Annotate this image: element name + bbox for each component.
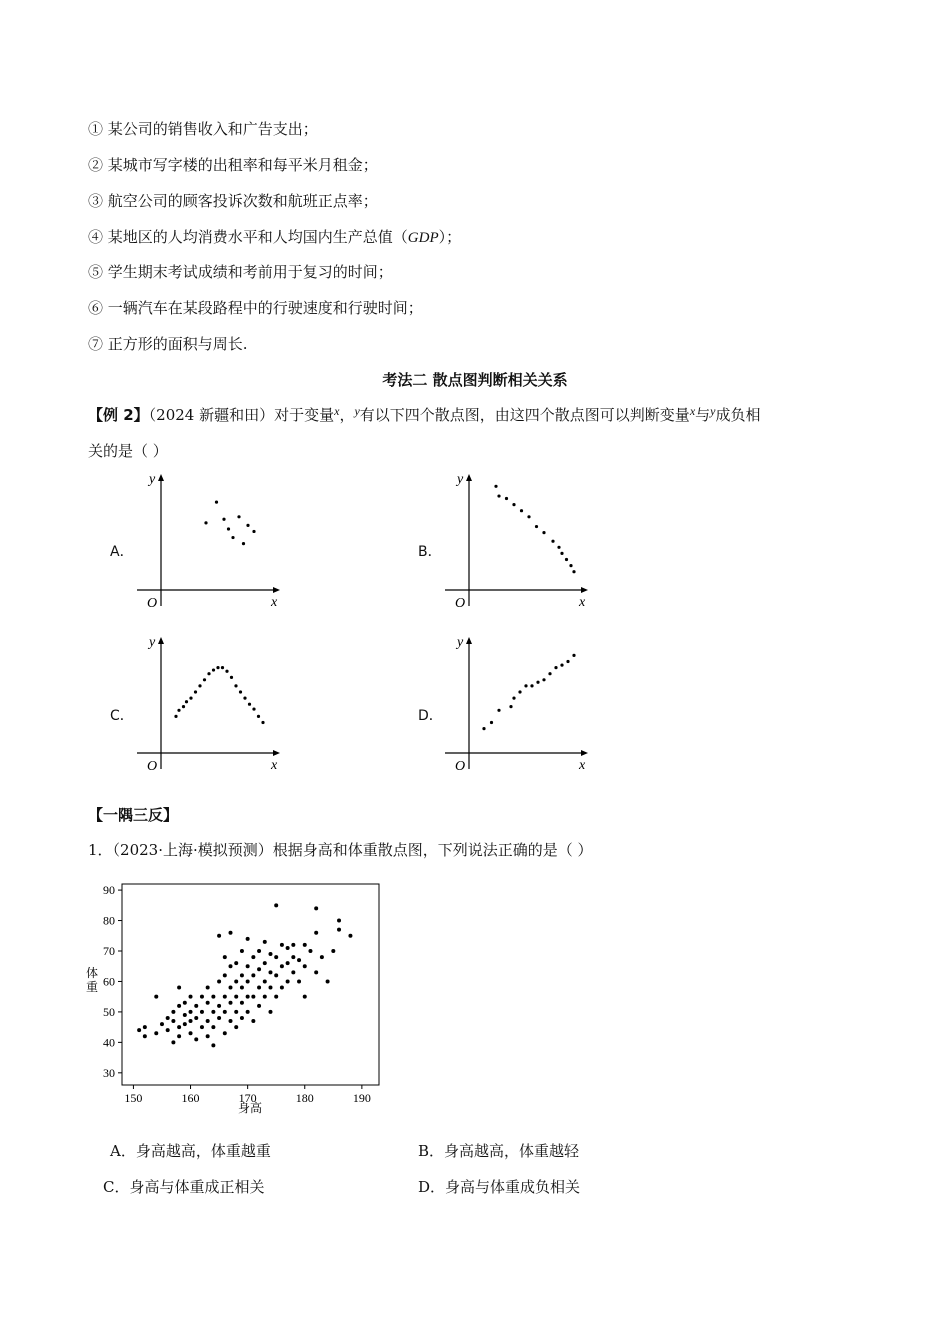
scatter-point [234, 961, 238, 965]
scatter-point [217, 1016, 221, 1020]
scatter-point [194, 1037, 198, 1041]
scatter-point [166, 1016, 170, 1020]
y-axis-label: y [457, 472, 464, 487]
scatter-point [217, 934, 221, 938]
scatter-point [231, 536, 234, 539]
scatter-point [137, 1028, 141, 1032]
scatter-point [257, 1004, 261, 1008]
scatter-point [207, 672, 210, 675]
y-tick-label: 50 [103, 1004, 115, 1019]
scatter-point [524, 684, 527, 687]
list-item: ⑦ 正方形的面积与周长. [88, 335, 248, 353]
scatter-point [512, 503, 515, 506]
scatter-point [268, 986, 272, 990]
option-d-label[interactable]: D． [418, 708, 443, 724]
scatter-point [217, 979, 221, 983]
scatter-point [494, 485, 497, 488]
y-axis-title: 体重 [86, 966, 99, 994]
scatter-point [251, 973, 255, 977]
scatter-point [200, 1025, 204, 1029]
scatter-point [243, 697, 246, 700]
scatter-point [171, 1010, 175, 1014]
scatter-point [286, 979, 290, 983]
scatter-point [263, 995, 267, 999]
scatter-point [177, 986, 181, 990]
scatter-point [177, 1004, 181, 1008]
scatter-point [551, 540, 554, 543]
x-tick-label: 150 [124, 1091, 143, 1105]
scatter-point [194, 1016, 198, 1020]
choice-a[interactable]: A．身高越高，体重越重 [110, 1142, 271, 1160]
scatter-point [291, 955, 295, 959]
scatter-point [229, 964, 233, 968]
scatter-point [203, 678, 206, 681]
scatter-point [240, 1016, 244, 1020]
scatter-point [482, 727, 485, 730]
scatter-point [237, 515, 240, 518]
choice-d[interactable]: D．身高与体重成负相关 [418, 1178, 581, 1196]
scatter-point [206, 1001, 210, 1005]
list-item: ⑥ 一辆汽车在某段路程中的行驶速度和行驶时间； [88, 299, 423, 317]
scatter-point [268, 1010, 272, 1014]
scatter-point [211, 995, 215, 999]
scatter-point [560, 552, 563, 555]
scatter-point [223, 1031, 227, 1035]
scatter-point [572, 570, 575, 573]
scatter-point [182, 705, 185, 708]
origin-label: O [455, 596, 466, 611]
list-item: ① 某公司的销售收入和广告支出； [88, 120, 318, 138]
y-axis-label: y [149, 472, 156, 487]
scatter-point [248, 703, 251, 706]
section-title: 考法二 散点图判断相关关系 [382, 371, 568, 389]
scatter-point [348, 934, 352, 938]
scatter-point [230, 676, 233, 679]
scatter-plot-c [130, 631, 290, 776]
scatter-point [166, 1028, 170, 1032]
scatter-point [505, 497, 508, 500]
scatter-point [566, 660, 569, 663]
list-item: ⑤ 学生期末考试成绩和考前用于复习的时间； [88, 263, 393, 281]
x-axis-label: x [271, 758, 278, 773]
option-c-label[interactable]: C． [110, 708, 134, 724]
scatter-point [183, 1013, 187, 1017]
scatter-point [257, 715, 260, 718]
scatter-point [189, 1010, 193, 1014]
scatter-point [183, 1001, 187, 1005]
scatter-point [171, 1019, 175, 1023]
scatter-point [527, 515, 530, 518]
scatter-point [234, 979, 238, 983]
y-tick-label: 80 [103, 913, 115, 928]
scatter-point [337, 919, 341, 923]
scatter-point [572, 654, 575, 657]
scatter-point [223, 955, 227, 959]
scatter-point [194, 1004, 198, 1008]
scatter-point [557, 546, 560, 549]
scatter-point [183, 1022, 187, 1026]
y-tick-label: 40 [103, 1035, 115, 1050]
scatter-point [280, 986, 284, 990]
scatter-point [291, 943, 295, 947]
scatter-point [337, 928, 341, 932]
scatter-point [160, 1022, 164, 1026]
scatter-point [143, 1034, 147, 1038]
scatter-point [221, 666, 224, 669]
gdp-term: GDP [407, 230, 439, 246]
scatter-point [554, 666, 557, 669]
scatter-point [548, 672, 551, 675]
scatter-point [263, 979, 267, 983]
scatter-point [234, 684, 237, 687]
scatter-point [542, 531, 545, 534]
scatter-point [261, 721, 264, 724]
scatter-point [189, 1019, 193, 1023]
x-axis-label: x [579, 758, 586, 773]
scatter-point [239, 690, 242, 693]
origin-label: O [147, 759, 158, 774]
scatter-point [154, 995, 158, 999]
scatter-point [512, 697, 515, 700]
example-question: 【例 2】（2024 新疆和田）对于变量$^x$，$^y$有以下四个散点图，由这四个散点图可以判断变量$^x$与$^y$成负相 [88, 404, 761, 424]
scatter-point [518, 690, 521, 693]
scatter-point [222, 518, 225, 521]
scatter-point [240, 1001, 244, 1005]
scatter-point [251, 995, 255, 999]
scatter-point [297, 958, 301, 962]
x-axis-label: x [271, 595, 278, 610]
scatter-point [185, 700, 188, 703]
scatter-point [211, 1043, 215, 1047]
y-tick-label: 30 [103, 1065, 115, 1080]
scatter-point [560, 664, 563, 667]
option-b-label[interactable]: B． [418, 544, 442, 560]
scatter-point [229, 986, 233, 990]
scatter-point [286, 946, 290, 950]
scatter-point [252, 707, 255, 710]
list-item: ④ 某地区的人均消费水平和人均国内生产总值（GDP）； [88, 228, 462, 246]
scatter-point [274, 903, 278, 907]
scatter-point [263, 940, 267, 944]
scatter-point [217, 1004, 221, 1008]
scatter-point [263, 961, 267, 965]
scatter-point [171, 1040, 175, 1044]
x-axis-title: 身高 [237, 1101, 263, 1115]
scatter-point [280, 964, 284, 968]
scatter-plot-a [130, 468, 290, 613]
scatter-point [234, 1025, 238, 1029]
scatter-point [246, 979, 250, 983]
example-question-line2: 关的是（ ） [88, 442, 168, 460]
scatter-point [200, 1010, 204, 1014]
scatter-point [200, 995, 204, 999]
scatter-point [257, 986, 261, 990]
scatter-point [229, 1019, 233, 1023]
origin-label: O [147, 596, 158, 611]
y-tick-label: 90 [103, 883, 115, 898]
scatter-point [303, 995, 307, 999]
scatter-point [246, 524, 249, 527]
list-item: ③ 航空公司的顾客投诉次数和航班正点率； [88, 192, 378, 210]
scatter-point [215, 501, 218, 504]
scatter-point [234, 1010, 238, 1014]
scatter-point [223, 1010, 227, 1014]
scatter-point [229, 1001, 233, 1005]
x-tick-label: 190 [352, 1091, 371, 1105]
scatter-point [240, 973, 244, 977]
choice-b[interactable]: B．身高越高，体重越轻 [418, 1142, 580, 1160]
scatter-point [240, 949, 244, 953]
scatter-point [314, 931, 318, 935]
scatter-point [490, 721, 493, 724]
scatter-point [331, 949, 335, 953]
scatter-point [308, 949, 312, 953]
scatter-point [274, 955, 278, 959]
scatter-point [569, 564, 572, 567]
scatter-point [291, 970, 295, 974]
y-tick-label: 70 [103, 944, 115, 958]
scatter-point [251, 1019, 255, 1023]
scatter-point [280, 943, 284, 947]
scatter-point [177, 709, 180, 712]
scatter-point [216, 666, 219, 669]
scatter-point [189, 697, 192, 700]
scatter-point [227, 527, 230, 530]
scatter-point [174, 715, 177, 718]
scatter-point [314, 970, 318, 974]
scatter-point [268, 952, 272, 956]
scatter-point [246, 937, 250, 941]
scatter-point [229, 931, 233, 935]
scatter-point [497, 494, 500, 497]
scatter-point [497, 709, 500, 712]
scatter-point [542, 678, 545, 681]
scatter-plot-b [438, 468, 598, 613]
scatter-point [326, 979, 330, 983]
scatter-point [303, 964, 307, 968]
scatter-point [268, 970, 272, 974]
scatter-point [297, 979, 301, 983]
scatter-point [314, 906, 318, 910]
scatter-point [143, 1025, 147, 1029]
choice-c[interactable]: C．身高与体重成正相关 [103, 1178, 265, 1196]
scatter-point [240, 986, 244, 990]
option-a-label[interactable]: A． [110, 544, 134, 560]
height-weight-scatter-chart [82, 876, 392, 1121]
scatter-point [204, 521, 207, 524]
scatter-point [177, 1034, 181, 1038]
y-tick-label: 60 [103, 974, 115, 989]
origin-label: O [455, 759, 466, 774]
scatter-point [257, 949, 261, 953]
example-tag: 【例 2】 [88, 406, 149, 424]
scatter-plot-d [438, 631, 598, 776]
scatter-point [535, 525, 538, 528]
scatter-point [223, 973, 227, 977]
scatter-point [189, 1031, 193, 1035]
scatter-point [194, 690, 197, 693]
scatter-point [252, 530, 255, 533]
y-axis-label: y [457, 635, 464, 650]
scatter-point [530, 684, 533, 687]
practice-tag: 【一隅三反】 [88, 806, 179, 824]
list-item: ② 某城市写字楼的出租率和每平米月租金； [88, 156, 378, 174]
x-tick-label: 180 [295, 1091, 314, 1105]
scatter-point [206, 1034, 210, 1038]
y-axis-label: y [149, 635, 156, 650]
scatter-point [189, 995, 193, 999]
x-tick-label: 160 [181, 1091, 200, 1105]
scatter-point [246, 995, 250, 999]
scatter-point [212, 668, 215, 671]
scatter-point [274, 973, 278, 977]
scatter-point [234, 995, 238, 999]
scatter-point [198, 684, 201, 687]
scatter-point [211, 1025, 215, 1029]
scatter-point [225, 670, 228, 673]
x-tick-label: 170 [238, 1091, 257, 1105]
scatter-point [211, 1010, 215, 1014]
scatter-point [509, 705, 512, 708]
scatter-point [154, 1031, 158, 1035]
scatter-point [520, 509, 523, 512]
scatter-point [320, 955, 324, 959]
scatter-point [206, 986, 210, 990]
scatter-point [565, 558, 568, 561]
scatter-point [303, 943, 307, 947]
scatter-point [536, 681, 539, 684]
practice-question: 1．（2023·上海·模拟预测）根据身高和体重散点图，下列说法正确的是（ ） [88, 841, 593, 859]
x-axis-label: x [579, 595, 586, 610]
scatter-point [274, 995, 278, 999]
scatter-point [251, 955, 255, 959]
scatter-point [206, 1019, 210, 1023]
scatter-point [286, 961, 290, 965]
scatter-point [246, 964, 250, 968]
scatter-point [242, 542, 245, 545]
scatter-point [246, 1010, 250, 1014]
scatter-point [177, 1025, 181, 1029]
scatter-point [257, 967, 261, 971]
scatter-point [223, 995, 227, 999]
